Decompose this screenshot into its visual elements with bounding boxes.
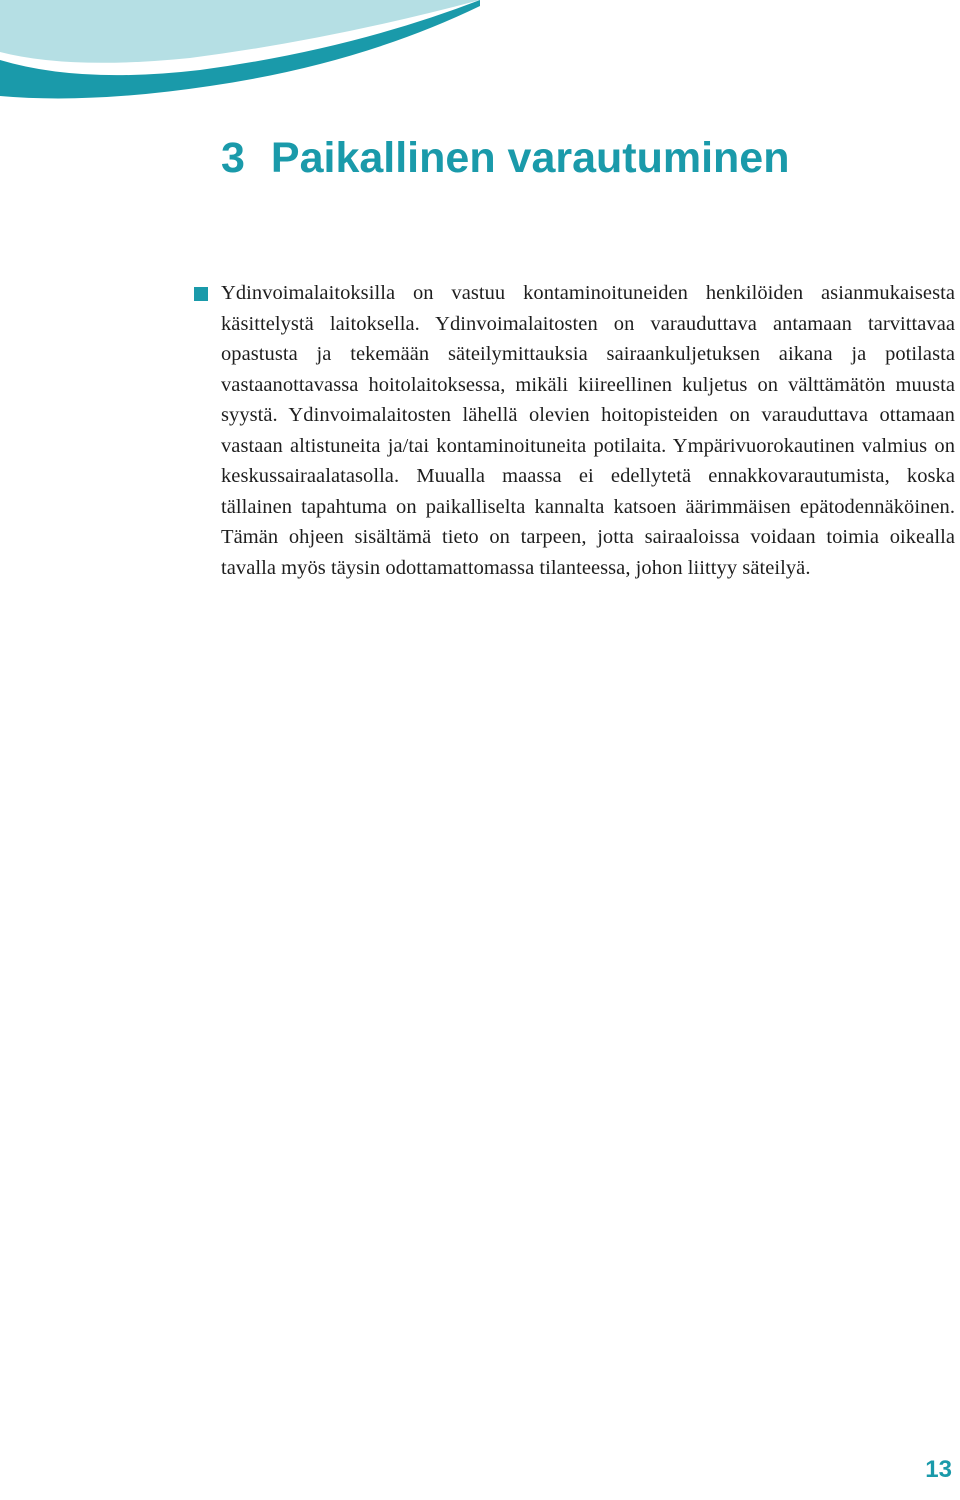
bullet-square-icon [194,287,208,301]
corner-wave-decoration [0,0,480,130]
page-number: 13 [925,1456,952,1483]
chapter-heading [221,128,789,188]
chapter-title: Paikallinen varautuminen [270,134,790,182]
body-paragraph: Ydinvoimalaitoksilla on vastuu kontaminoituneiden henkilöiden asianmukaisesta käsittelystä laitoksella. Ydinvoimalaitosten on varauduttava antamaan tarvittavaa opastusta ja tekemään säteilymittauksia sairaankuljetuksen aikana ja potilasta vastaanottavassa hoitolaitoksessa, mikäli kiireellinen kuljetus on välttämätön muusta syystä. Ydinvoimalaitosten lähellä olevien hoitopisteiden on varauduttava ottamaan vastaan altistuneita ja/tai kontaminoituneita potilaita. Ympärivuorokautinen valmius on keskussairaalatasolla. Muualla maassa ei edellytetä ennakkovarautumista, koska tällainen tapahtuma on paikalliselta kannalta katsoen äärimmäisen epätodennäköinen. Tämän ohjeen sisältämä tieto on tarpeen, jotta sairaaloissa voidaan toimia oikealla tavalla myös täysin odottamattomassa tilanteessa, johon liittyy säteilyä. [221,282,955,579]
chapter-number: 3 [221,134,245,182]
